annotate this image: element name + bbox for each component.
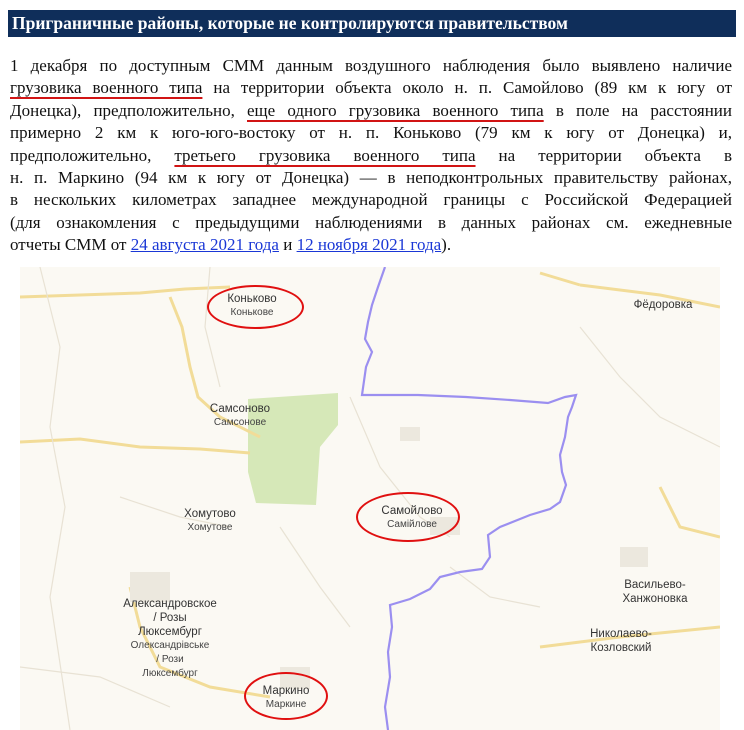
- place-name-uk: Конькове: [230, 307, 274, 318]
- place-name-uk: Хомутове: [187, 522, 233, 533]
- place-fedorovka: [618, 298, 708, 312]
- place-aleksandrovskoe: [105, 597, 235, 681]
- place-name-uk: Самсонове: [213, 417, 267, 428]
- place-samsonovo: [190, 402, 290, 430]
- report-line: [10, 234, 732, 256]
- place-name-ru: Люксембург: [138, 626, 202, 638]
- highlight-circle-samoylovo: [356, 492, 460, 542]
- map-view[interactable]: [20, 267, 720, 730]
- place-name-ru: Маркино: [262, 685, 310, 697]
- report-text: (для ознакомления с предыдущими наблюдениями в данных районах см. ежедневные: [10, 212, 732, 232]
- place-khomutovo: [160, 507, 260, 535]
- report-text: предположительно,: [10, 145, 175, 165]
- place-name-uk: Маркине: [265, 699, 307, 710]
- place-name-ru: Николаево-: [590, 628, 652, 640]
- report-text: на территории объекта в: [475, 145, 732, 165]
- place-name-ru: Хомутово: [184, 508, 236, 520]
- place-name-ru: Александровское: [123, 598, 217, 610]
- report-line: [10, 167, 732, 189]
- report-text: в нескольких километрах западнее международной границы с Российской Федерацией: [10, 190, 732, 210]
- report-text: отчеты СММ от: [10, 235, 131, 255]
- place-name-uk: Люксембург: [142, 668, 198, 679]
- place-nikolaevo-kozlovsky: [576, 627, 666, 655]
- place-name-ru: Фёдоровка: [633, 299, 693, 311]
- report-link-12-november[interactable]: 12 ноября 2021 года: [296, 235, 442, 255]
- section-header: [8, 10, 736, 37]
- place-name-ru: Ханжоновка: [622, 593, 688, 605]
- place-name-uk: / Рози: [156, 654, 184, 665]
- report-line: [10, 100, 732, 122]
- place-name-ru: Коньково: [227, 293, 277, 305]
- place-name-uk: Олександрівське: [130, 640, 210, 651]
- report-line: [10, 55, 732, 77]
- report-line: [10, 189, 732, 211]
- report-paragraph: [10, 55, 732, 257]
- place-name-ru: Васильево-: [624, 579, 686, 591]
- report-text: н. п. Маркино (94 км к югу от Донецка) — в неподконтрольных правительству районах,: [10, 168, 732, 188]
- report-line: [10, 122, 732, 144]
- highlight-circle-markino: [244, 672, 328, 720]
- place-vasilevo-khanzhonovka: [610, 578, 700, 606]
- report-link-24-august[interactable]: 24 августа 2021 года: [130, 235, 279, 255]
- report-text: в поле на расстоянии: [543, 100, 732, 120]
- place-name-ru: / Розы: [153, 612, 187, 624]
- place-name-uk: Самійлове: [387, 519, 437, 530]
- report-text: и: [278, 235, 297, 255]
- report-line: [10, 77, 732, 99]
- report-line: [10, 212, 732, 234]
- report-text: на территории объекта около н. п. Самойлово (89 км к югу от: [202, 78, 732, 98]
- report-text: 1 декабря по доступным СММ данным воздушного наблюдения было выявлено наличие: [10, 56, 732, 75]
- section-title: Приграничные районы, которые не контролируются правительством: [12, 13, 568, 33]
- report-text: примерно 2 км к юго-юго-востоку от н. п. Коньково (79 км к югу от Донецка) и,: [10, 123, 732, 143]
- report-text: Донецка), предположительно,: [10, 100, 247, 120]
- report-text: ).: [441, 235, 452, 255]
- underlined-phrase: третьего грузовика военного типа: [174, 145, 476, 165]
- underlined-phrase: грузовика военного типа: [10, 78, 203, 98]
- place-name-ru: Козловский: [590, 642, 652, 654]
- place-name-ru: Самсоново: [209, 403, 271, 415]
- highlight-circle-konkovo: [207, 285, 304, 329]
- underlined-phrase: еще одного грузовика военного типа: [247, 100, 544, 120]
- report-line: [10, 145, 732, 167]
- place-name-ru: Самойлово: [381, 505, 443, 517]
